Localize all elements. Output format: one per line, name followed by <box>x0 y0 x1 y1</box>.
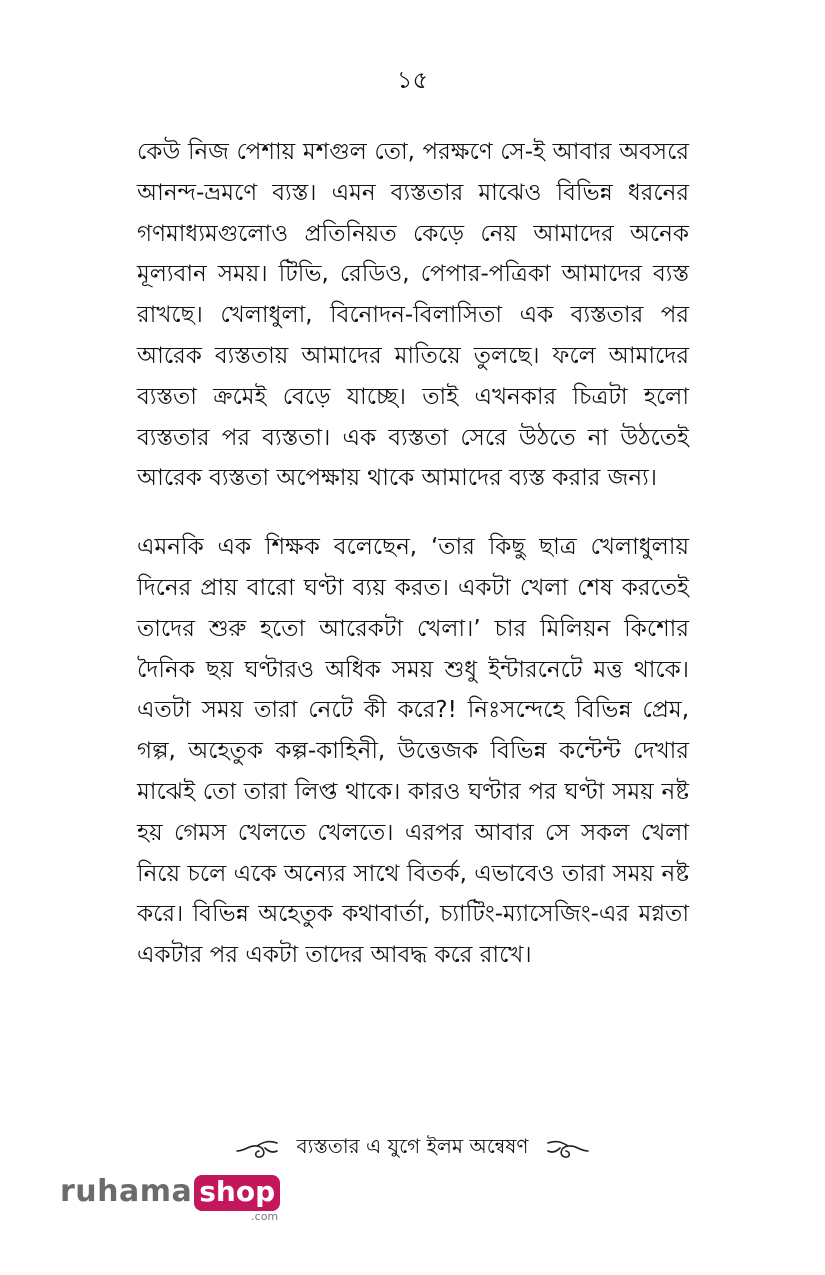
logo-shop-badge: shop <box>194 1175 280 1211</box>
logo-word: ruhama <box>60 1174 193 1209</box>
running-footer <box>0 1132 825 1165</box>
page-body <box>137 132 689 976</box>
page-number: ১৫ <box>396 66 429 94</box>
paragraph-1: কেউ নিজ পেশায় মশগুল তো, পরক্ষণে সে-ই আবার অবসরে আনন্দ-ভ্রমণে ব্যস্ত। এমন ব্যস্ততার মাঝেও বিভিন্ন ধরনের গণমাধ্যমগুলোও প্রতিনিয়ত কেড়ে নেয় আমাদের অনেক মূল্যবান সময়। টিভি, রেডিও, পেপার-পত্রিকা আমাদের ব্যস্ত রাখছে। খেলাধুলা, বিনোদন-বিলাসিতা এক ব্যস্ততার পর আরেক ব্যস্ততায় আমাদের মাতিয়ে তুলছে। ফলে আমাদের ব্যস্ততা ক্রমেই বেড়ে যাচ্ছে। তাই এখনকার চিত্রটা হলো ব্যস্ততার পর ব্যস্ততা। এক ব্যস্ততা সেরে উঠতে না উঠতেই আরেক ব্যস্ততা অপেক্ষায় থাকে আমাদের ব্যস্ত করার জন্য। <box>137 139 689 492</box>
paragraph-2: এমনকি এক শিক্ষক বলেছেন, ‘তার কিছু ছাত্র খেলাধুলায় দিনের প্রায় বারো ঘণ্টা ব্যয় করত। একটা খেলা শেষ করতেই তাদের শুরু হতো আরেকটা খেলা।’ চার মিলিয়ন কিশোর দৈনিক ছয় ঘণ্টারও অধিক সময় শুধু ইন্টারনেটে মত্ত থাকে। এতটা সময় তারা নেটে কী করে?! নিঃসন্দেহে বিভিন্ন প্রেম, গল্প, অহেতুক কল্প-কাহিনী, উত্তেজক বিভিন্ন কন্টেন্ট দেখার মাঝেই তো তারা লিপ্ত থাকে। কারও ঘণ্টার পর ঘণ্টা সময় নষ্ট হয় গেমস খেলতে খেলতে। এরপর আবার সে সকল খেলা নিয়ে চলে একে অন্যের সাথে বিতর্ক, এভাবেও তারা সময় নষ্ট করে। বিভিন্ন অহেতুক কথাবার্তা, চ্যাটিং-ম্যাসেজিং-এর মগ্নতা একটার পর একটা তাদের আবদ্ধ করে রাখে। <box>137 534 689 969</box>
logo-badge-wrap <box>194 1172 280 1223</box>
swirl-ornament-left-icon <box>235 1136 279 1162</box>
ruhama-shop-logo <box>60 1172 280 1222</box>
logo-domain-suffix: .com <box>251 1210 279 1223</box>
book-title: ব্যস্ততার এ যুগে ইলম অন্বেষণ <box>296 1134 529 1158</box>
swirl-ornament-right-icon <box>546 1136 590 1162</box>
